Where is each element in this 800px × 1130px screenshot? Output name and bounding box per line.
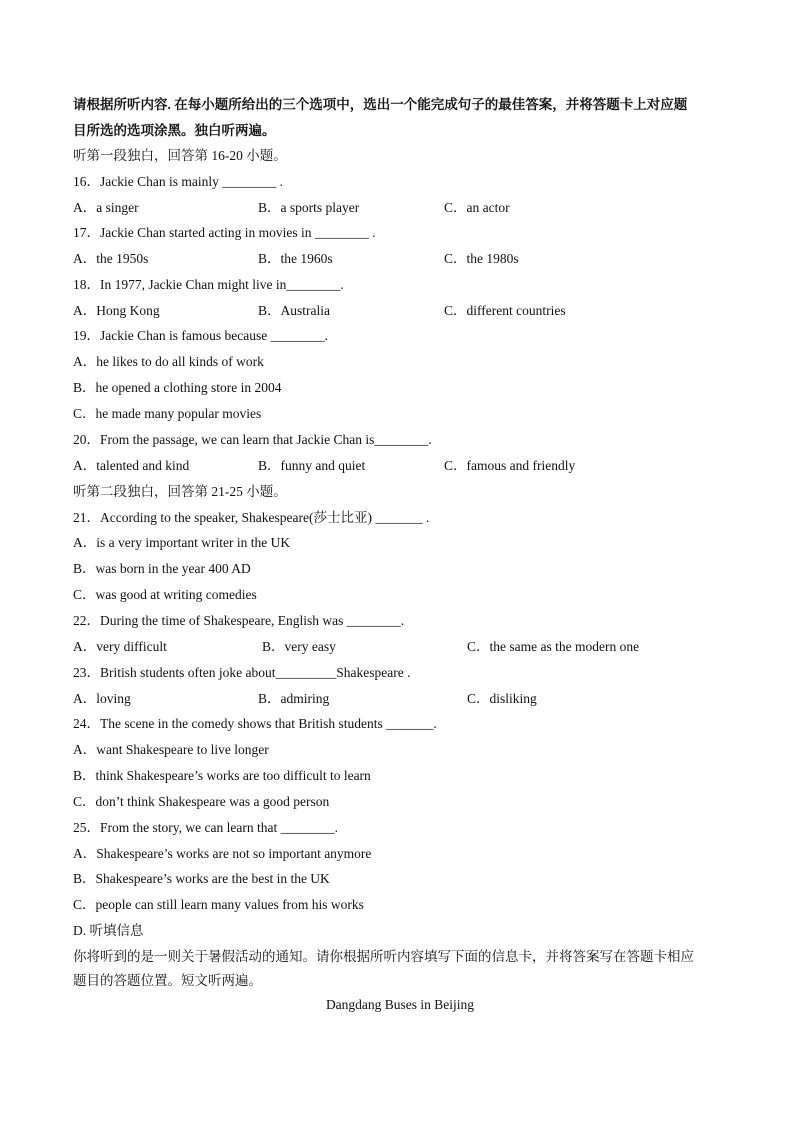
question-21-stem: 21．According to the speaker, Shakespeare(莎士比亚) _______ . bbox=[73, 510, 430, 525]
option-a[interactable]: A．the 1950s bbox=[73, 251, 149, 266]
section-d-instructions-line-1: 你将听到的是一则关于暑假活动的通知。请你根据所听内容填写下面的信息卡，并将答案写在答题卡相应 bbox=[73, 949, 694, 964]
question-19-option-a[interactable]: A．he likes to do all kinds of work bbox=[73, 354, 264, 369]
question-25-option-b[interactable]: B．Shakespeare’s works are the best in the UK bbox=[73, 871, 330, 886]
option-c[interactable]: C．the 1980s bbox=[444, 251, 519, 266]
question-22-stem: 22．During the time of Shakespeare, English was ________. bbox=[73, 613, 405, 628]
option-c[interactable]: C．famous and friendly bbox=[444, 458, 576, 473]
instructions-line-1: 请根据所听内容. 在每小题所给出的三个选项中，选出一个能完成句子的最佳答案，并将答题卡上对应题 bbox=[73, 97, 688, 112]
question-19-option-b[interactable]: B．he opened a clothing store in 2004 bbox=[73, 380, 282, 395]
question-25-stem: 25．From the story, we can learn that ________. bbox=[73, 820, 338, 835]
question-17-stem: 17．Jackie Chan started acting in movies in ________ . bbox=[73, 225, 376, 240]
option-a[interactable]: A．loving bbox=[73, 691, 131, 706]
option-a[interactable]: A．talented and kind bbox=[73, 458, 190, 473]
question-24-option-a[interactable]: A．want Shakespeare to live longer bbox=[73, 742, 269, 757]
option-a[interactable]: A．very difficult bbox=[73, 639, 167, 654]
option-b[interactable]: B．Australia bbox=[258, 303, 330, 318]
option-c[interactable]: C．the same as the modern one bbox=[467, 639, 640, 654]
question-25-option-a[interactable]: A．Shakespeare’s works are not so important anymore bbox=[73, 846, 372, 861]
section-d-instructions-line-2: 题目的答题位置。短文听两遍。 bbox=[73, 973, 262, 988]
option-b[interactable]: B．very easy bbox=[262, 639, 336, 654]
instructions-line-2: 目所选的选项涂黑。独白听两遍。 bbox=[73, 123, 276, 138]
question-19-option-c[interactable]: C．he made many popular movies bbox=[73, 406, 262, 421]
section1-heading: 听第一段独白，回答第 16-20 小题。 bbox=[73, 148, 287, 163]
section2-heading: 听第二段独白，回答第 21-25 小题。 bbox=[73, 484, 287, 499]
question-25-option-c[interactable]: C．people can still learn many values from his works bbox=[73, 897, 364, 912]
option-b[interactable]: B．a sports player bbox=[258, 200, 360, 215]
option-a[interactable]: A．Hong Kong bbox=[73, 303, 160, 318]
info-card-title: Dangdang Buses in Beijing bbox=[325, 997, 475, 1012]
option-c[interactable]: C．disliking bbox=[467, 691, 537, 706]
option-b[interactable]: B．admiring bbox=[258, 691, 330, 706]
question-21-option-b[interactable]: B．was born in the year 400 AD bbox=[73, 561, 251, 576]
section-d-heading: D. 听填信息 bbox=[73, 923, 144, 938]
question-24-option-c[interactable]: C．don’t think Shakespeare was a good person bbox=[73, 794, 330, 809]
option-c[interactable]: C．an actor bbox=[444, 200, 510, 215]
question-18-stem: 18．In 1977, Jackie Chan might live in________. bbox=[73, 277, 344, 292]
option-b[interactable]: B．the 1960s bbox=[258, 251, 333, 266]
question-19-stem: 19．Jackie Chan is famous because ________. bbox=[73, 328, 328, 343]
option-c[interactable]: C．different countries bbox=[444, 303, 566, 318]
option-b[interactable]: B．funny and quiet bbox=[258, 458, 366, 473]
question-20-stem: 20．From the passage, we can learn that Jackie Chan is________. bbox=[73, 432, 432, 447]
question-24-stem: 24．The scene in the comedy shows that British students _______. bbox=[73, 716, 437, 731]
question-21-option-a[interactable]: A．is a very important writer in the UK bbox=[73, 535, 291, 550]
question-21-option-c[interactable]: C．was good at writing comedies bbox=[73, 587, 257, 602]
option-a[interactable]: A．a singer bbox=[73, 200, 139, 215]
question-24-option-b[interactable]: B．think Shakespeare’s works are too difficult to learn bbox=[73, 768, 371, 783]
question-23-stem: 23．British students often joke about_________Shakespeare . bbox=[73, 665, 411, 680]
question-16-stem: 16．Jackie Chan is mainly ________ . bbox=[73, 174, 283, 189]
